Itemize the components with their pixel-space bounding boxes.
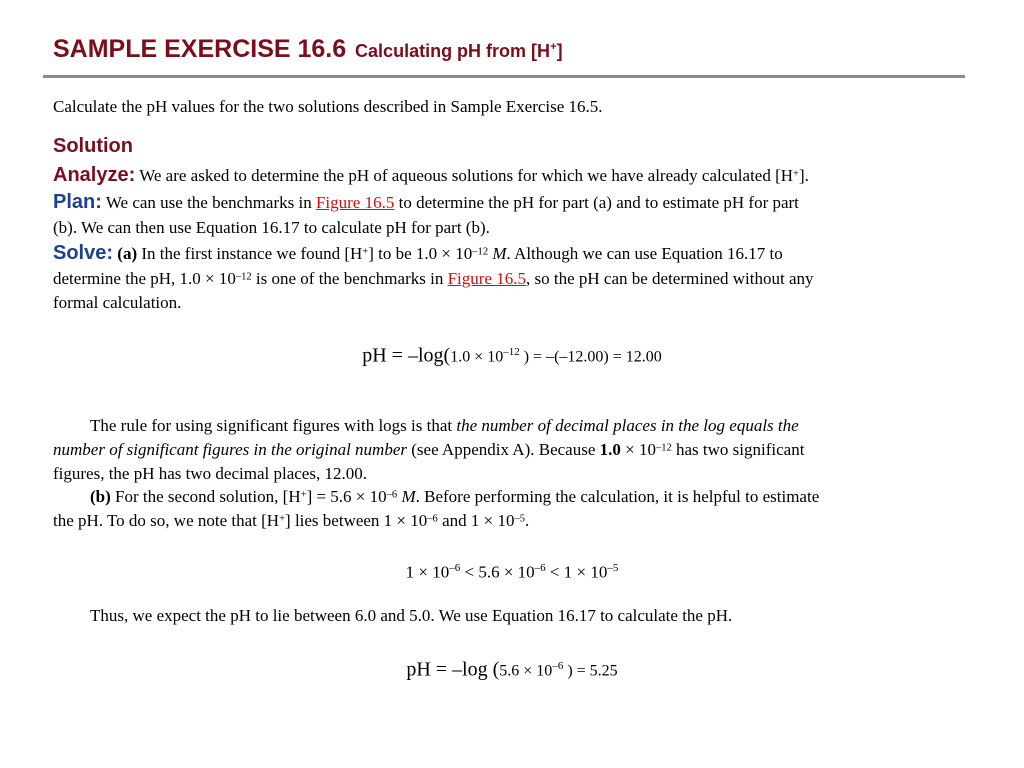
analyze-label: Analyze:	[53, 164, 136, 186]
plan-line-2: (b). We can then use Equation 16.17 to calculate pH for part (b).	[53, 218, 490, 237]
rule-line-1: The rule for using significant figures with logs is that the number of decimal places in the log equals the	[90, 416, 799, 435]
figure-16-5-link[interactable]: Figure 16.5	[315, 193, 395, 212]
solution-heading: Solution	[53, 135, 133, 157]
figure-16-5-link-2[interactable]: Figure 16.5	[447, 269, 526, 288]
problem-statement: Calculate the pH values for the two solutions described in Sample Exercise 16.5.	[53, 97, 603, 116]
solve-line-1: Solve: (a) In the first instance we found [H+] to be $1.0 \times 10^{-12}$ M. Although we can use Equation 16.17 to	[53, 242, 783, 264]
part-b-line-2: the pH. To do so, we note that [H+] lies between $1 \times 10^{-6}$ and $1 \times 10^{-5}$.	[53, 511, 530, 530]
part-b-line-1: (b) For the second solution, $[H^+] = 5.6 \times 10^{-6}$ M. Before performing the calculation, it is helpful to estimate	[90, 487, 820, 506]
solve-line-2: determine the pH, $1.0 \times 10^{-12}$ is one of the benchmarks in Figure 16.5, so the pH can be determined without any	[53, 269, 814, 288]
equation-ph-b: pH = –log ($5.6 \times 10^{-6}$ ) = 5.25	[406, 658, 618, 681]
equation-ph-a: pH = $-\log(1.0 \times 10^{-12}$ ) = –(–12.00) = 12.00	[362, 344, 662, 367]
solve-line-3: formal calculation.	[53, 293, 182, 312]
header-divider	[43, 75, 965, 78]
exercise-number: SAMPLE EXERCISE 16.6	[53, 35, 347, 63]
plan-line-1: Plan: We can use the benchmarks in Figure 16.5 to determine the pH for part (a) and to estimate pH for part	[53, 191, 799, 213]
rule-line-3: figures, the pH has two decimal places, 12.00.	[53, 464, 367, 483]
rule-line-2: number of significant figures in the original number (see Appendix A). Because $1.0 \times 10^{-12}$ has two significant	[53, 440, 805, 459]
plan-label: Plan:	[53, 191, 102, 213]
exercise-subtitle: Calculating pH from [H+]	[355, 41, 563, 61]
solve-label: Solve:	[53, 242, 114, 264]
inequality: $1 \times 10^{-6} < 5.6 \times 10^{-6} < 1 \times 10^{-5}$	[405, 562, 619, 582]
page-title	[53, 28, 563, 65]
analyze-line: Analyze: We are asked to determine the pH of aqueous solutions for which we have already calculated [H+].	[53, 164, 809, 186]
expectation-line: Thus, we expect the pH to lie between 6.0 and 5.0. We use Equation 16.17 to calculate the pH.	[90, 606, 733, 625]
